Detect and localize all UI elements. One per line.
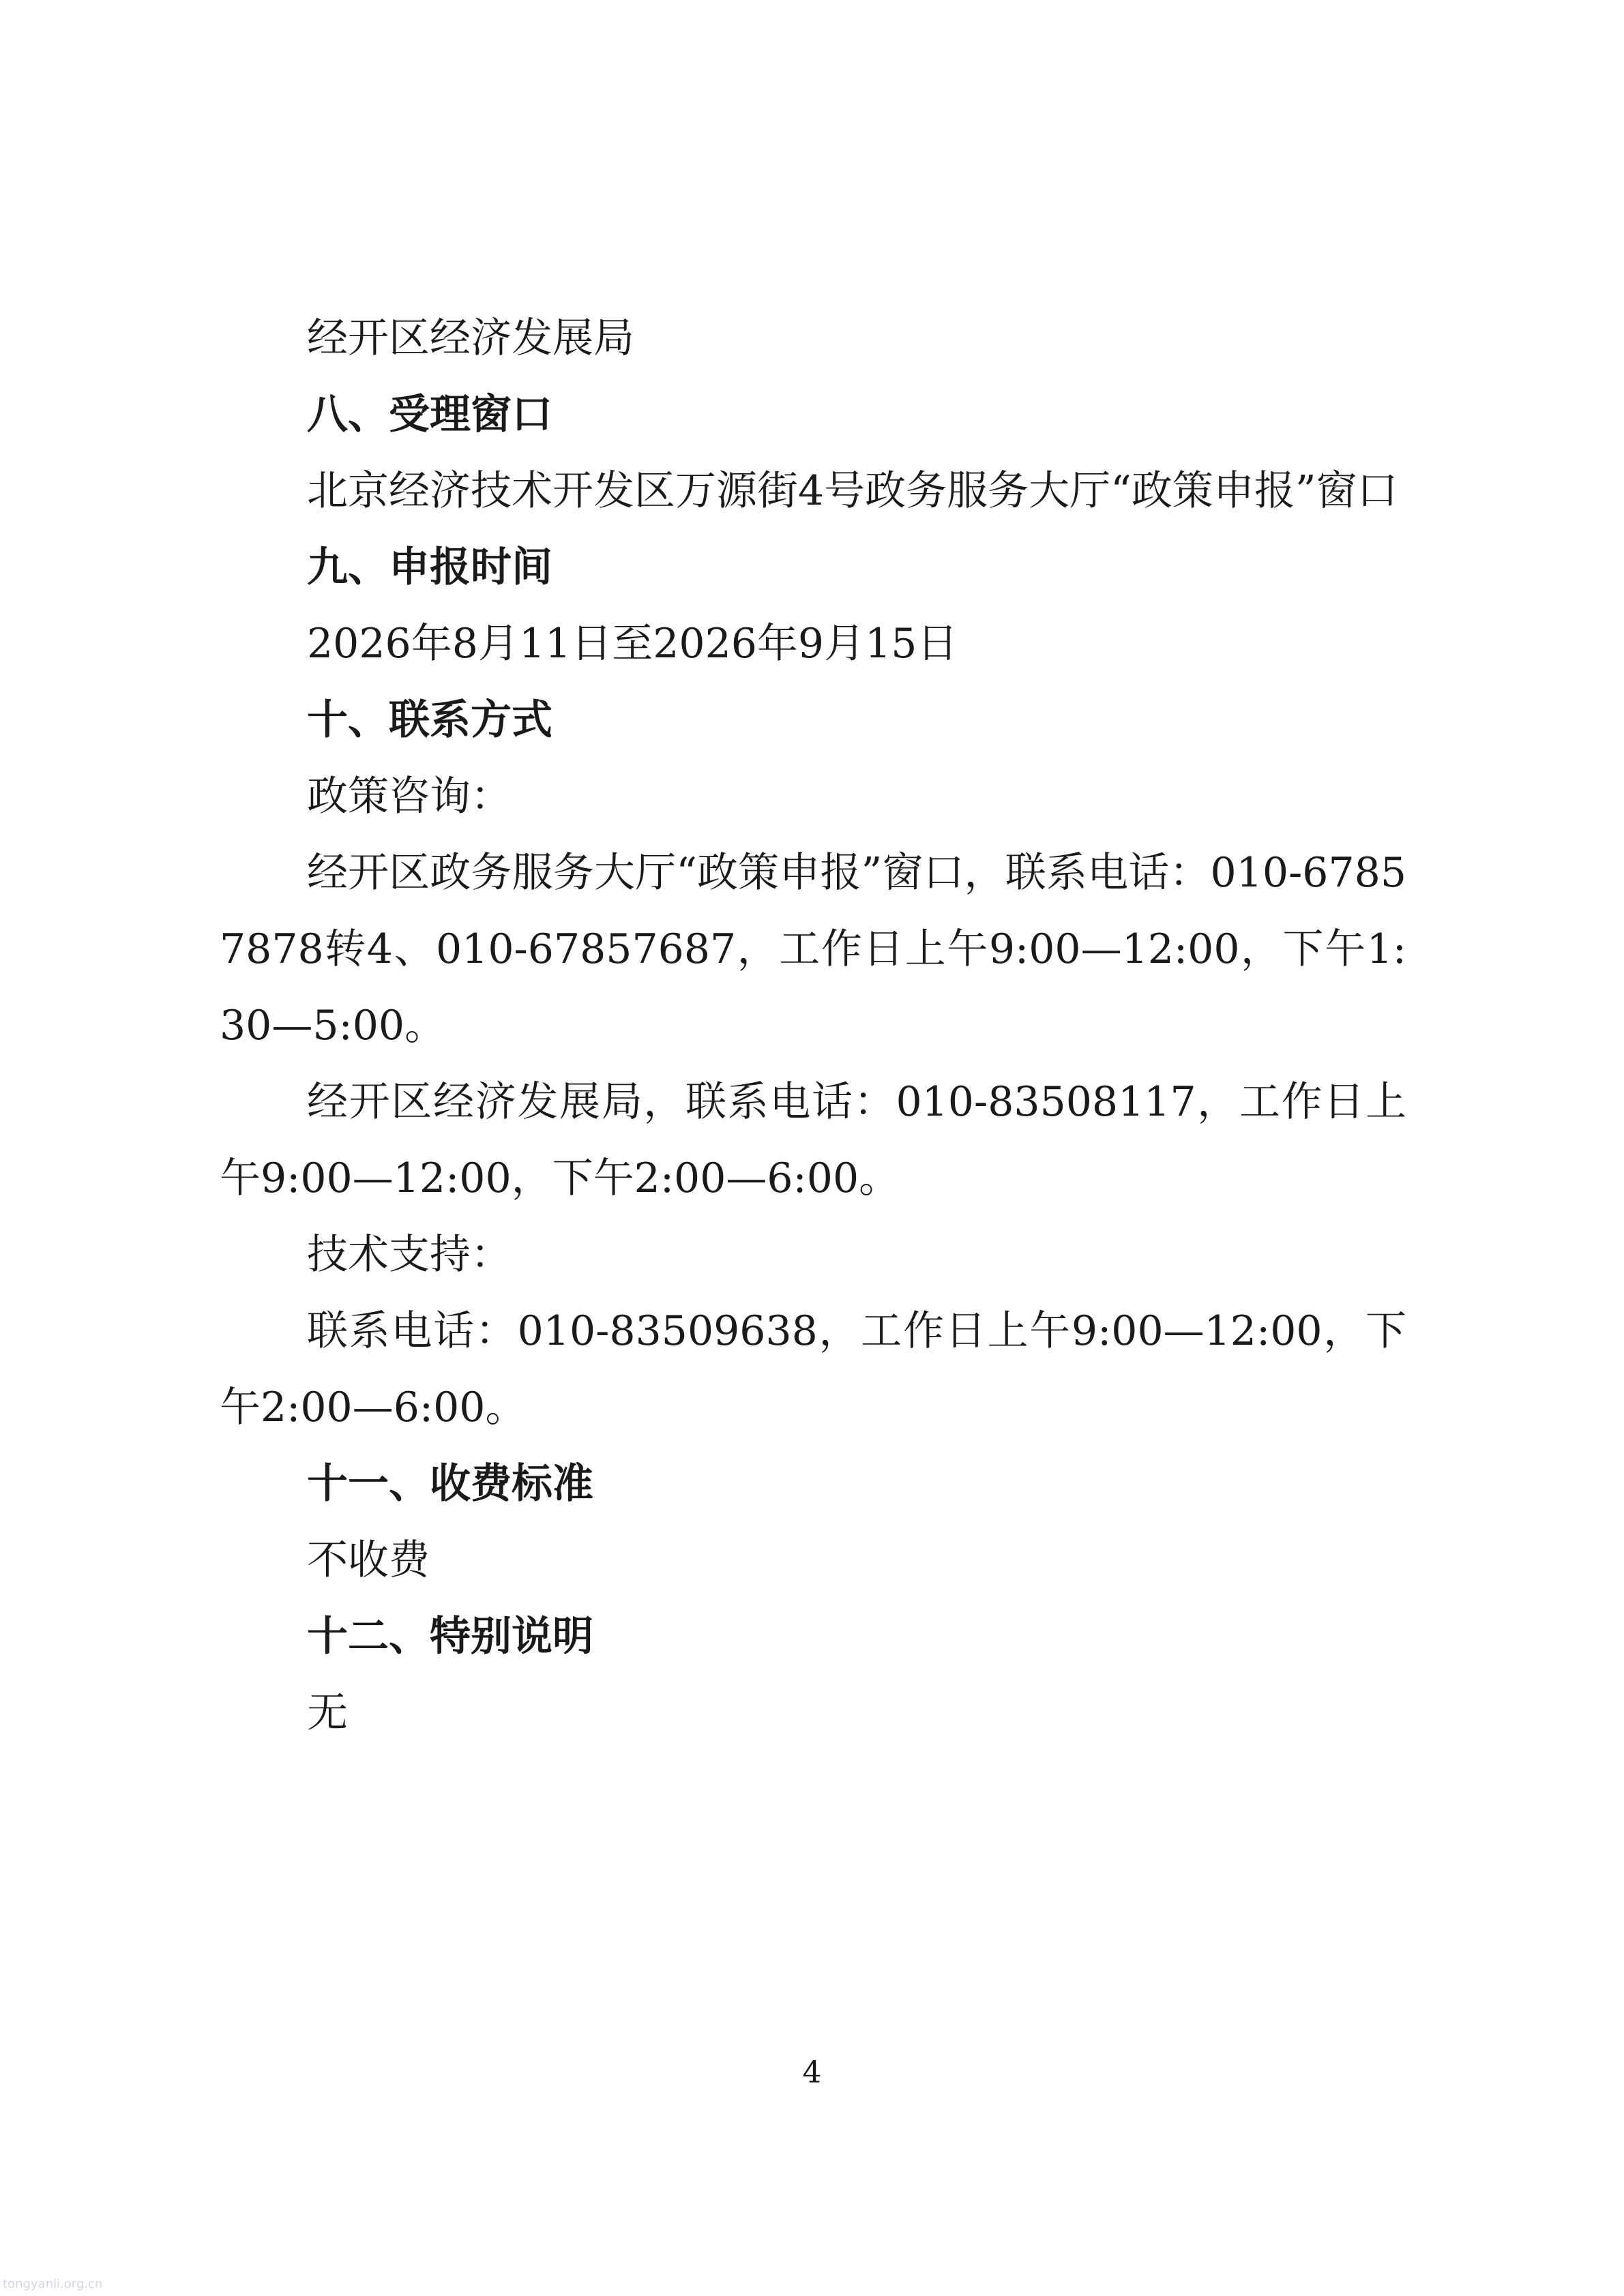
service-hall-contact: 经开区政务服务大厅“政策申报”窗口，联系电话：010-67857878转4、010-67857687，工作日上午9:00—12:00，下午1:30—5:00。 bbox=[220, 849, 1406, 1049]
policy-consultation-label: 政策咨询： bbox=[307, 773, 512, 820]
document-body bbox=[220, 300, 1406, 1751]
section-heading-application-period: 九、申报时间 bbox=[307, 543, 552, 591]
issuing-department: 经开区经济发展局 bbox=[307, 314, 634, 362]
special-notes-text: 无 bbox=[307, 1689, 348, 1737]
acceptance-window-address: 北京经济技术开发区万源街4号政务服务大厅“政策申报”窗口 bbox=[307, 467, 1398, 515]
fees-text: 不收费 bbox=[307, 1536, 430, 1584]
section-heading-special-notes: 十二、特别说明 bbox=[307, 1613, 593, 1660]
application-period-text: 2026年8月11日至2026年9月15日 bbox=[307, 620, 958, 668]
section-heading-acceptance-window: 八、受理窗口 bbox=[307, 391, 552, 438]
technical-support-contact: 联系电话：010-83509638，工作日上午9:00—12:00，下午2:00—6:00。 bbox=[220, 1307, 1406, 1431]
section-heading-contact: 十、联系方式 bbox=[307, 696, 552, 744]
page-number: 4 bbox=[802, 2055, 822, 2090]
section-heading-fees: 十一、收费标准 bbox=[307, 1460, 593, 1508]
technical-support-label: 技术支持： bbox=[307, 1231, 512, 1279]
economic-bureau-contact: 经开区经济发展局，联系电话：010-83508117，工作日上午9:00—12:00，下午2:00—6:00。 bbox=[220, 1078, 1406, 1202]
watermark: tongyanli.org.cn bbox=[3, 2277, 103, 2291]
